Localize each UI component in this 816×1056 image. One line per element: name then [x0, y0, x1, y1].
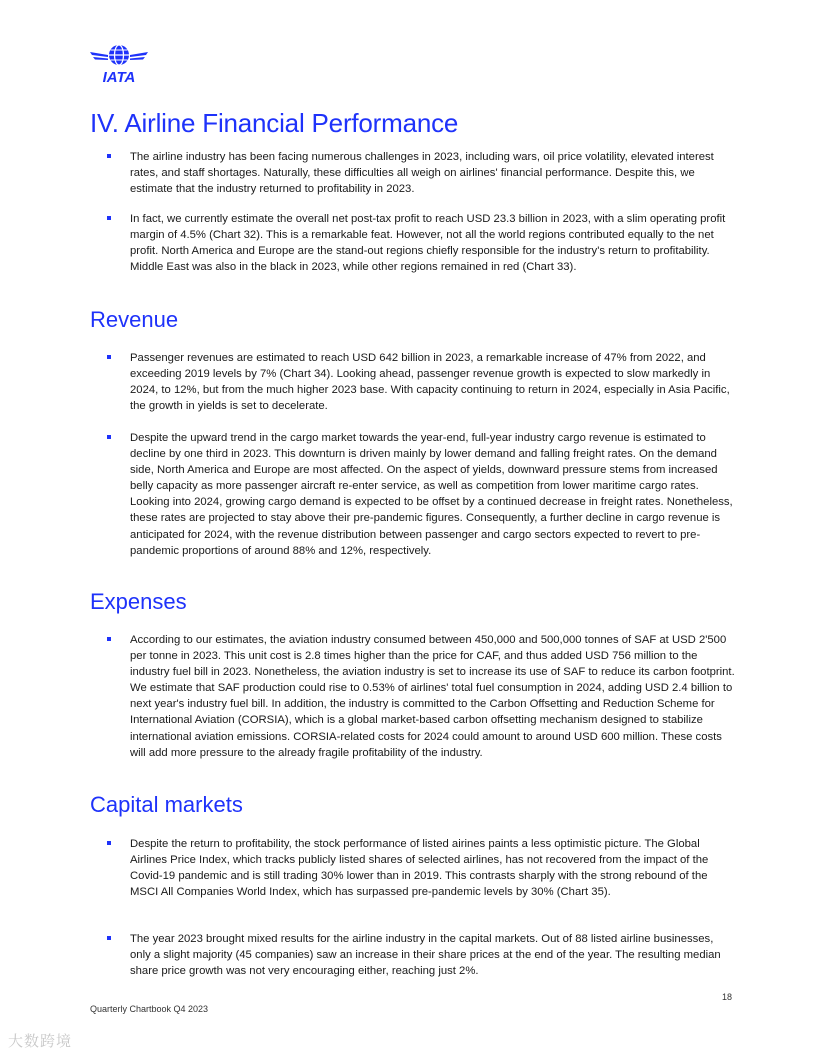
section-heading-capital-markets: Capital markets: [90, 792, 243, 817]
iata-logo: [88, 42, 150, 86]
page-title: IV. Airline Financial Performance: [90, 108, 459, 138]
watermark: 大数跨境: [8, 1033, 73, 1050]
expenses-bullet-1: According to our estimates, the aviation industry consumed between 450,000 and 500,000 tonnes of SAF at USD 2'500 per tonne in 2023. This unit cost is 2.8 times higher than the price for CAF, and thus added USD 756 million to the industry fuel bill in 2023. Nonetheless, the aviation industry is set to increase its use of SAF to reduce its carbon footprint. We estimate that SAF production could rise to 0.53% of airlines' total fuel consumption in 2024, adding USD 2.4 billion to next year's industry fuel bill. In addition, the industry is committed to the Carbon Offsetting and Reduction Scheme for International Aviation (CORSIA), which is a global market-based carbon offsetting mechanism designed to stabilize international aviation emissions. CORSIA-related costs for 2024 could amount to around USD 600 million. These costs will add more pressure to the already fragile profitability of the industry.: [130, 632, 736, 761]
section-heading-expenses: Expenses: [90, 589, 187, 614]
capital-markets-bullet-1: Despite the return to profitability, the stock performance of listed airines paints a less optimistic picture. The Global Airlines Price Index, which tracks publicly listed shares of selected airlines, has not recovered from the impact of the Covid-19 pandemic and is still trading 30% lower than in 2019. This contrasts sharply with the strong rebound of the MSCI All Companies World Index, which has surpassed pre-pandemic levels by 30% (Chart 35).: [130, 836, 736, 900]
intro-bullet-1: The airline industry has been facing numerous challenges in 2023, including wars, oil price volatility, elevated interest rates, and staff shortages. Naturally, these difficulties all weigh on airlines' financial performance. Despite this, we estimate that the industry returned to profitability in 2023.: [130, 149, 736, 197]
revenue-bullet-1: Passenger revenues are estimated to reach USD 642 billion in 2023, a remarkable increase of 47% from 2022, and exceeding 2019 levels by 7% (Chart 34). Looking ahead, passenger revenue growth is expected to slow markedly in 2024, to 12%, but from the much higher 2023 base. With capacity continuing to return in 2024, especially in Asia Pacific, the growth in yields is set to decelerate.: [130, 350, 736, 414]
page-number: 18: [722, 992, 733, 1002]
section-heading-revenue: Revenue: [90, 307, 179, 332]
logo-wordmark: IATA: [102, 69, 136, 86]
capital-markets-bullet-2: The year 2023 brought mixed results for the airline industry in the capital markets. Out of 88 listed airline businesses, only a slight majority (45 companies) saw an increase in their share prices at the end of the year. The resulting median share price growth was not very encouraging either, reaching just 2%.: [130, 931, 736, 979]
footer-text: Quarterly Chartbook Q4 2023: [90, 1004, 209, 1014]
revenue-bullet-2: Despite the upward trend in the cargo market towards the year-end, full-year industry cargo revenue is estimated to decline by one third in 2023. This downturn is driven mainly by lower demand and falling freight rates. On the demand side, North America and Europe are most affected. On the aspect of yields, downward pressure stems from increased belly capacity as more passenger aircraft re-enter service, as well as competition from lower maritime cargo rates. Looking into 2024, growing cargo demand is expected to be offset by a continued decrease in freight rates. Nonetheless, these rates are projected to stay above their pre-pandemic figures. Consequently, a further decline in cargo revenue is anticipated for 2024, with the revenue distribution between passenger and cargo sectors expected to revert to pre-pandemic proportions of around 88% and 12%, respectively.: [130, 430, 736, 559]
intro-bullet-2: In fact, we currently estimate the overall net post-tax profit to reach USD 23.3 billion in 2023, with a slim operating profit margin of 4.5% (Chart 32). This is a remarkable feat. However, not all the world regions contributed equally to the net profit. North America and Europe are the stand-out regions chiefly responsible for the industry's return to profitability. Middle East was also in the black in 2023, while other regions remained in red (Chart 33).: [130, 211, 736, 275]
